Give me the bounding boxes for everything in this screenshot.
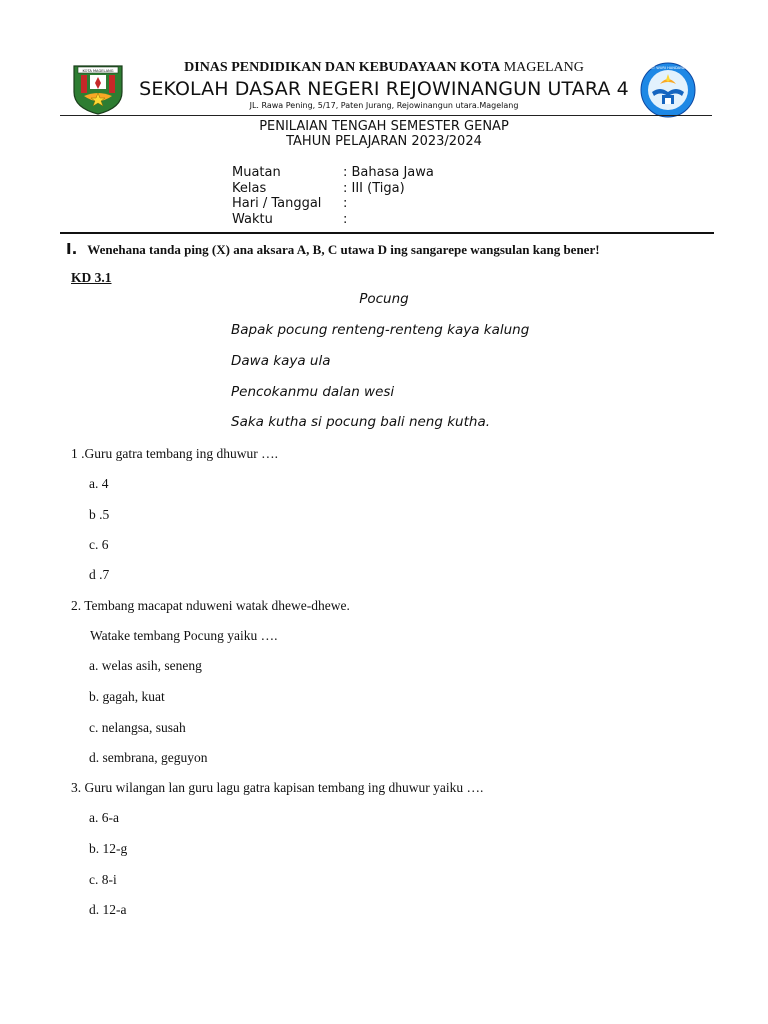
question-3-option-b: b. 12-g <box>89 841 128 856</box>
question-1-option-b: b .5 <box>89 507 110 522</box>
meta-label: Hari / Tanggal <box>232 196 322 211</box>
question-1-option-c: c. 6 <box>89 537 109 552</box>
meta-row-kelas <box>232 181 434 197</box>
question-2-option-c: c. nelangsa, susah <box>89 720 186 735</box>
question-3-option-c: c. 8-i <box>89 872 117 887</box>
exam-title-line1: PENILAIAN TENGAH SEMESTER GENAP <box>259 119 509 134</box>
meta-value: : <box>343 211 348 227</box>
question-2-stem-line2: Watake tembang Pocung yaiku …. <box>90 628 278 643</box>
question-2-option-a: a. welas asih, seneng <box>89 658 202 673</box>
question-2-stem: 2. Tembang macapat nduweni watak dhewe-dhewe. <box>71 598 350 613</box>
agency-name-bold: DINAS PENDIDIKAN DAN KEBUDAYAAN KOTA <box>184 60 501 75</box>
poem-line: Dawa kaya ula <box>231 353 331 369</box>
meta-value: : <box>343 196 348 211</box>
meta-label: Kelas <box>232 180 267 196</box>
question-1-option-a: a. 4 <box>89 476 109 491</box>
logo-right-label: TUT WURI HANDAYANI <box>648 66 688 70</box>
poem-line: Bapak pocung renteng-renteng kaya kalung <box>231 322 530 338</box>
kd-label: KD 3.1 <box>71 270 112 285</box>
header-divider <box>60 115 712 116</box>
exam-meta <box>232 165 434 227</box>
meta-row-tanggal <box>232 196 434 212</box>
question-1-option-d: d .7 <box>89 567 110 582</box>
poem-line: Pencokanmu dalan wesi <box>231 384 395 400</box>
school-name: SEKOLAH DASAR NEGERI REJOWINANGUN UTARA 4 <box>139 78 629 100</box>
question-2-option-b: b. gagah, kuat <box>89 689 165 704</box>
meta-value: : III (Tiga) <box>343 180 405 196</box>
school-address: JL. Rawa Pening, 5/17, Paten Jurang, Rejowinangun utara.Magelang <box>249 101 519 110</box>
question-3-option-a: a. 6-a <box>89 810 119 825</box>
agency-city: MAGELANG <box>503 60 584 75</box>
section-instruction <box>66 240 600 258</box>
meta-label: Muatan <box>232 165 281 180</box>
section-number: I. <box>66 240 78 258</box>
exam-title-line2: TAHUN PELAJARAN 2023/2024 <box>286 134 482 149</box>
question-2-option-d: d. sembrana, geguyon <box>89 750 208 765</box>
meta-row-muatan <box>232 165 434 181</box>
agency-name <box>0 60 768 76</box>
poem-title: Pocung <box>359 291 409 307</box>
question-3-stem: 3. Guru wilangan lan guru lagu gatra kapisan tembang ing dhuwur yaiku …. <box>71 780 484 795</box>
instruction-text: Wenehana tanda ping (X) ana aksara A, B, C utawa D ing sangarepe wangsulan kang bener! <box>87 242 600 257</box>
question-3-option-d: d. 12-a <box>89 902 127 917</box>
meta-value: : Bahasa Jawa <box>343 165 434 180</box>
logo-left-label: KOTA MAGELANG <box>82 69 114 73</box>
section-divider <box>60 232 714 234</box>
poem-line: Saka kutha si pocung bali neng kutha. <box>231 414 491 430</box>
question-1-stem: 1 .Guru gatra tembang ing dhuwur …. <box>71 446 278 461</box>
meta-row-waktu <box>232 212 434 228</box>
exam-title <box>0 119 768 149</box>
meta-label: Waktu <box>232 211 273 227</box>
